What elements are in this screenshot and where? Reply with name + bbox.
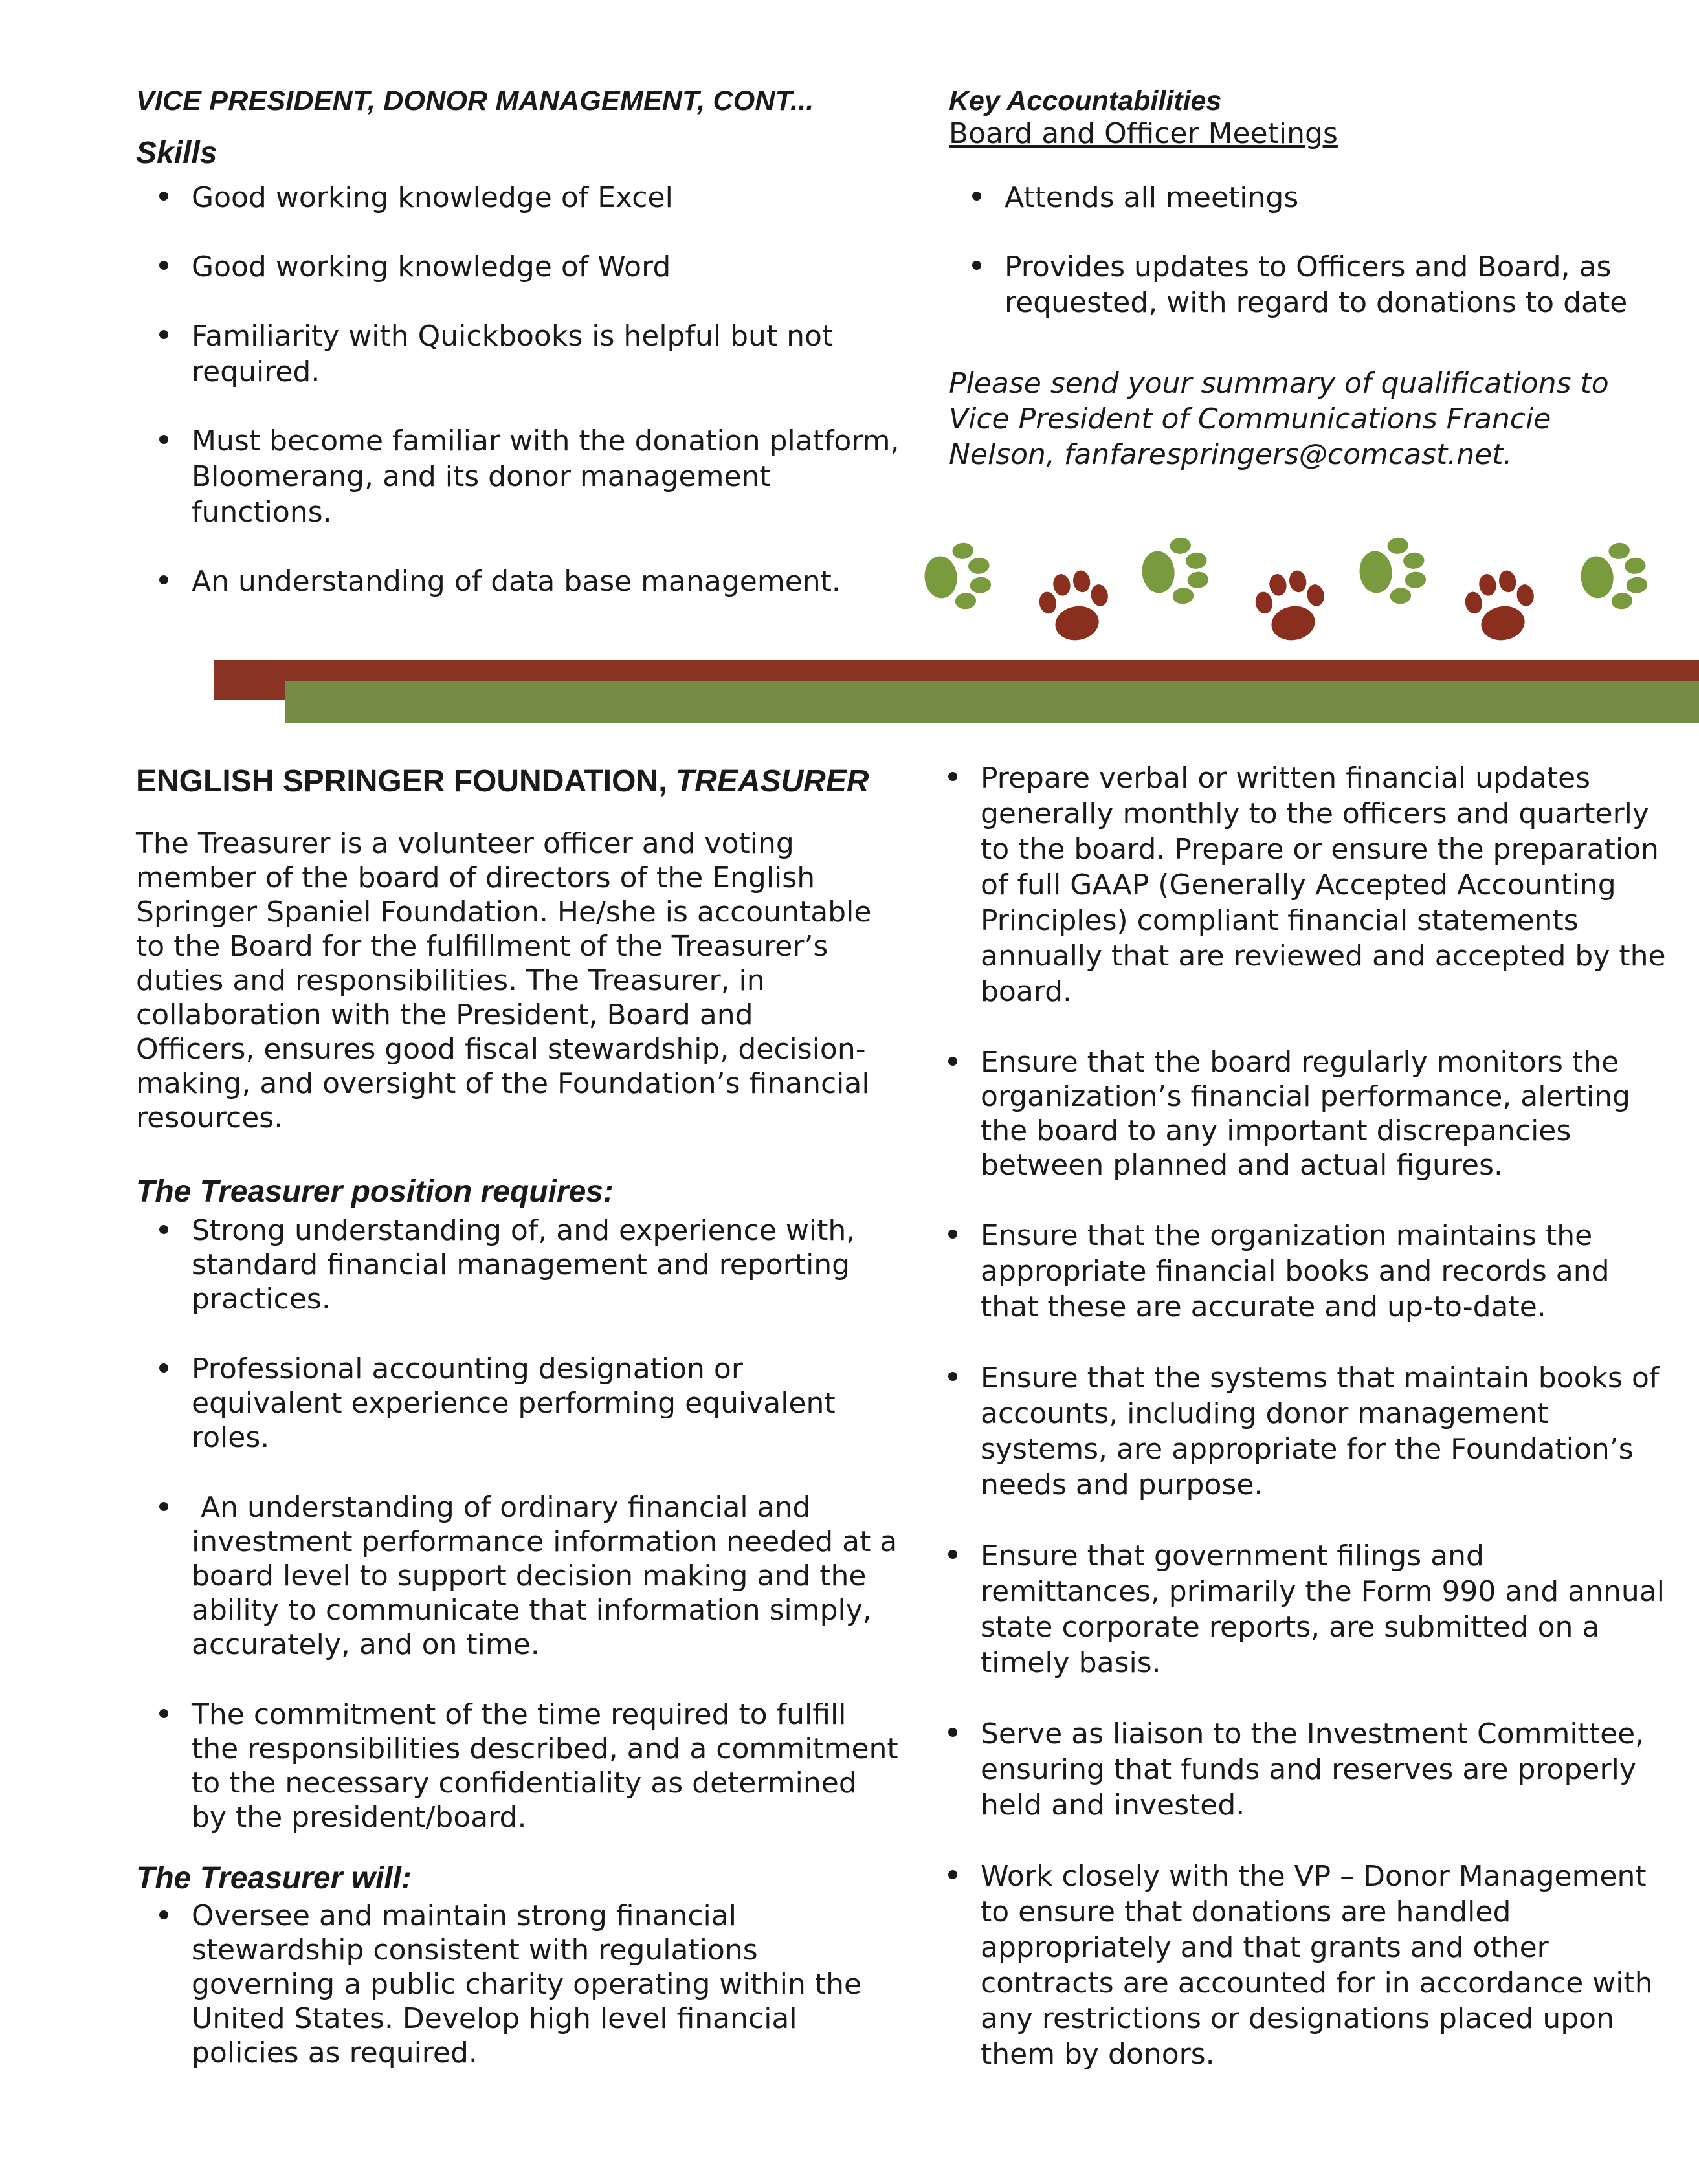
bullet-icon	[159, 1709, 168, 1718]
list-item: An understanding of ordinary financial and investment performance information needed at a board level to support decision making and the ability to communicate that information simply, accurately, and on time.	[136, 1490, 900, 1662]
list-item: Attends all meetings	[949, 180, 1661, 215]
list-item: Good working knowledge of Word	[136, 249, 913, 285]
paw-icon	[1251, 566, 1331, 645]
page-continuation-heading: VICE PRESIDENT, DONOR MANAGEMENT, CONT...	[136, 85, 814, 116]
paw-icon	[1461, 566, 1540, 645]
qualifications-callout: Please send your summary of qualifications to Vice President of Communications Francie Nelson, fanfarespringers@comcast.net.	[949, 367, 1609, 471]
paw-icon	[1035, 566, 1115, 645]
list-item: Professional accounting designation or equivalent experience performing equivalent roles.	[136, 1352, 900, 1455]
list-item: Work closely with the VP – Donor Management to ensure that donations are handled appropriately and that grants and other contracts are accounted for in accordance with any restrictions or designations placed upon them by donors.	[942, 1859, 1667, 2072]
list-item: Ensure that the systems that maintain books of accounts, including donor management systems, are appropriate for the Foundation’s needs and purpose.	[942, 1360, 1667, 1503]
will-title: The Treasurer will:	[136, 1861, 412, 1895]
board-meetings-subtitle: Board and Officer Meetings	[949, 117, 1338, 150]
key-accountabilities-title: Key Accountabilities	[949, 85, 1222, 116]
key-accountabilities-section	[949, 85, 1661, 472]
bullet-icon	[159, 575, 168, 584]
treasurer-intro: The Treasurer is a volunteer officer and voting member of the board of directors of the English Springer Spaniel Foundation. He/she is accountable to the Board for the fulfillment of the Treasurer’s duties and responsibilities. The Treasurer, in collaboration with the President, Board and Officers, ensures good fiscal stewardship, decision-making, and oversight of the Foundation’s financial resources.	[136, 827, 872, 1134]
bullet-icon	[972, 192, 981, 201]
list-item: An understanding of data base management.	[136, 564, 913, 599]
paw-prints-decoration	[919, 537, 1683, 654]
list-item: Good working knowledge of Excel	[136, 180, 913, 215]
list-item: Strong understanding of, and experience with, standard financial management and reporting practices.	[136, 1213, 900, 1316]
bullet-icon	[159, 1910, 168, 1919]
requires-title: The Treasurer position requires:	[136, 1175, 614, 1209]
list-item: Ensure that government filings and remittances, primarily the Form 990 and annual state corporate reports, are submitted on a timely basis.	[942, 1538, 1667, 1681]
bullet-icon	[948, 772, 957, 781]
skills-list	[136, 180, 913, 599]
skills-section	[136, 85, 913, 633]
list-item: Oversee and maintain strong financial stewardship consistent with regulations governing a public charity operating within the United States. Develop high level financial policies as required.	[136, 1899, 887, 2070]
treasurer-title: ENGLISH SPRINGER FOUNDATION, TREASURER	[136, 764, 869, 799]
bullet-icon	[948, 1057, 957, 1066]
list-item: Ensure that the board regularly monitors the organization’s financial performance, alerting the board to any important discrepancies between planned and actual figures.	[942, 1045, 1667, 1182]
paw-icon	[1578, 541, 1649, 613]
bullet-icon	[948, 1230, 957, 1239]
will-list	[136, 1899, 887, 2070]
requires-list	[136, 1213, 907, 1835]
paw-icon	[1139, 537, 1210, 607]
treasurer-duties-section	[942, 760, 1667, 2072]
bullet-icon	[159, 1502, 168, 1511]
list-item: Prepare verbal or written financial updates generally monthly to the officers and quarterly to the board. Prepare or ensure the preparation of full GAAP (Generally Accepted Accounting Principles) compliant financial statements annually that are reviewed and accepted by the board.	[942, 760, 1667, 1009]
bullet-icon	[948, 1550, 957, 1559]
bullet-icon	[948, 1372, 957, 1381]
bullet-icon	[159, 330, 168, 339]
bullet-icon	[948, 1870, 957, 1879]
bullet-icon	[159, 435, 168, 444]
skills-title: Skills	[136, 136, 217, 170]
bullet-icon	[159, 1363, 168, 1373]
bullet-icon	[159, 192, 168, 201]
list-item: Provides updates to Officers and Board, as requested, with regard to donations to date	[949, 249, 1661, 320]
bullet-icon	[948, 1728, 957, 1737]
treasurer-duties-list	[942, 760, 1667, 2072]
divider-bar-green	[285, 681, 1699, 723]
treasurer-section	[136, 764, 913, 2070]
paw-icon	[922, 541, 993, 613]
list-item: Serve as liaison to the Investment Committee, ensuring that funds and reserves are properly held and invested.	[942, 1716, 1667, 1823]
list-item: Ensure that the organization maintains the appropriate financial books and records and that these are accurate and up-to-date.	[942, 1218, 1667, 1325]
list-item: The commitment of the time required to fulfill the responsibilities described, and a commitment to the necessary confidentiality as determined by the president/board.	[136, 1697, 900, 1835]
accountabilities-list	[949, 180, 1661, 320]
list-item: Must become familiar with the donation platform, Bloomerang, and its donor management functions.	[136, 423, 913, 530]
bullet-icon	[159, 1225, 168, 1234]
paw-icon	[1357, 537, 1428, 607]
list-item: Familiarity with Quickbooks is helpful but not required.	[136, 318, 913, 390]
bullet-icon	[972, 261, 981, 270]
bullet-icon	[159, 261, 168, 270]
